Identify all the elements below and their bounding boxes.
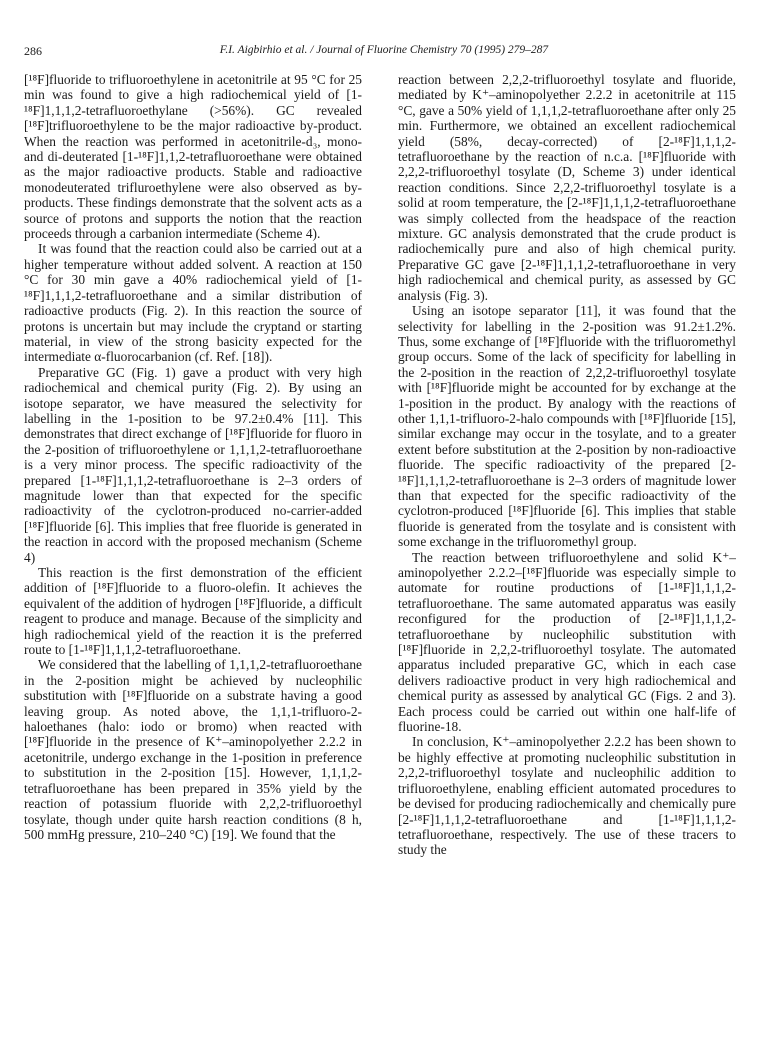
page-number: 286 — [24, 44, 42, 58]
paragraph: reaction between 2,2,2-trifluoroethyl tosylate and fluoride, mediated by K⁺–aminopolyether 2.2.2 in acetonitrile at 115 °C, gave a 50% yield of 1,1,1,2-tetrafluoroethane after only 25 min. Furthermore, we obtained an excellent radiochemical yield (58%, decay-corrected) of [2-¹⁸F]1,1,1,2-tetrafluoroethane by the reaction of n.c.a. [¹⁸F]fluoride with 2,2,2-trifluoroethyl tosylate (D, Scheme 3) under identical reaction conditions. Since 2,2,2-trifluoroethyl tosylate is a solid at room temperature, the [2-¹⁸F]1,1,1,2-tetrafluoroethane was simply collected from the headspace of the reaction mixture. GC analysis demonstrated that the crude product is radiochemically pure and also of high chemical purity. Preparative GC gave [2-¹⁸F]1,1,1,2-tetrafluoroethane in very high radiochemical and chemical purity, as assessed by GC analysis (Fig. 3). — [398, 72, 736, 303]
left-column — [24, 72, 362, 1032]
page-header — [24, 44, 744, 60]
paragraph: [¹⁸F]fluoride to trifluoroethylene in acetonitrile at 95 °C for 25 min was found to give a high radiochemical yield of [1-¹⁸F]1,1,1,2-tetrafluoroethylane (>56%). GC revealed [¹⁸F]trifluoroethylene to be the major radioactive by-product. When the reaction was performed in acetonitrile-d₃, mono- and di-deuterated [1-¹⁸F]1,1,2-tetrafluoroethane were obtained as the major radioactive products. Stable and radioactive monodeuterated trifluroethylene were also observed as by-products. These findings demonstrate that the solvent acts as a source of protons and supports the notion that the reaction proceeds through a carbanion intermediate (Scheme 4). — [24, 72, 362, 242]
paragraph: We considered that the labelling of 1,1,1,2-tetrafluoroethane in the 2-position might be achieved by nucleophilic substitution with [¹⁸F]fluoride on a substrate having a good leaving group. As noted above, the 1,1,1-trifluoro-2-haloethanes (halo: iodo or bromo) when reacted with [¹⁸F]fluoride in the presence of K⁺–aminopolyether 2.2.2 in acetonitrile, undergo exchange in the 1-position in preference to substitution in the 2-position [15]. However, 1,1,1,2-tetrafluoroethane has been prepared in 35% yield by the reaction of potassium fluoride with 2,2,2-trifluoroethyl tosylate, though under quite harsh reaction conditions (8 h, 500 mmHg pressure, 210–240 °C) [19]. We found that the — [24, 657, 362, 842]
paragraph: It was found that the reaction could also be carried out at a higher temperature without added solvent. A reaction at 150 °C for 30 min gave a 40% radiochemical yield of [1-¹⁸F]1,1,1,2-tetrafluoroethane and a similar distribution of radioactive products (Fig. 2). In this reaction the source of protons is uncertain but may include the cryptand or starting material, in view of the strong basicity expected for the intermediate α-fluorocarbanion (cf. Ref. [18]). — [24, 241, 362, 365]
paragraph: Preparative GC (Fig. 1) gave a product with very high radiochemical and chemical purity (Fig. 2). By using an isotope separator, we have measured the selectivity for labelling in the 1-position to be 97.2±0.4% [11]. This demonstrates that direct exchange of [¹⁸F]fluoride for fluoro in the 2-position of trifluoroethylene or 1,1,1,2-tetrafluoroethane is a very minor process. The specific radioactivity of the prepared [1-¹⁸F]1,1,1,2-tetrafluoroethane is 2–3 orders of magnitude lower than that expected for the specific radioactivity of the cyclotron-produced no-carrier-added [¹⁸F]fluoride [6]. This implies that free fluoride is generated in the reaction in accord with the proposed mechanism (Scheme 4) — [24, 364, 362, 565]
running-head: F.I. Aigbirhio et al. / Journal of Fluorine Chemistry 70 (1995) 279–287 — [219, 44, 549, 56]
paragraph: Using an isotope separator [11], it was found that the selectivity for labelling in the 2-position was 91.2±1.2%. Thus, some exchange of [¹⁸F]fluoride with the trifluoromethyl group occurs. Some of the lack of specificity for labelling in the 2-position in the reaction of 2,2,2-trifluoroethyl tosylate with [¹⁸F]fluoride might be accounted for by exchange at the 1-position in the product. By analogy with the reactions of other 1,1,1-trifluoro-2-halo compounds with [¹⁸F]fluoride [15], similar exchange may occur in the tosylate, and to a greater extent before substitution at the 2-position by non-radioactive fluoride. The specific radioactivity of the prepared [2-¹⁸F]1,1,1,2-tetrafluoroethane is 2–3 orders of magnitude lower than that expected for the specific radioactivity of the cyclotron-produced [¹⁸F]fluoride [6]. This implies that stable fluoride is generated from the tosylate and is consistent with some exchange in the trifluoromethyl group. — [398, 303, 736, 550]
paragraph: In conclusion, K⁺–aminopolyether 2.2.2 has been shown to be highly effective at promoting nucleophilic substitution in 2,2,2-trifluoroethyl tosylate and nucleophilic addition to trifluoroethylene, enabling efficient automated procedures to be devised for producing radiochemically and chemically pure [2-¹⁸F]1,1,1,2-tetrafluoroethane and [1-¹⁸F]1,1,1,2-tetrafluoroethane, respectively. The use of these tracers to study the — [398, 734, 736, 858]
right-column — [398, 72, 736, 1032]
paragraph: This reaction is the first demonstration of the efficient addition of [¹⁸F]fluoride to a fluoro-olefin. It achieves the equivalent of the addition of hydrogen [¹⁸F]fluoride, a difficult reagent to produce and manage. Because of the simplicity and high radiochemical yield of the reaction it is the preferred route to [1-¹⁸F]1,1,1,2-tetrafluoroethane. — [24, 565, 362, 658]
paragraph: The reaction between trifluoroethylene and solid K⁺–aminopolyether 2.2.2–[¹⁸F]fluoride was especially simple to automate for routine productions of [1-¹⁸F]1,1,1,2-tetrafluoroethane. The same automated apparatus was easily reconfigured for the production of [2-¹⁸F]1,1,1,2-tetrafluoroethane by nucleophilic substitution with [¹⁸F]fluoride in 2,2,2-trifluoroethyl tosylate. The automated apparatus included preparative GC, which in each case delivers radioactive product in very high radiochemical and chemical purity as assessed by analytical GC (Figs. 2 and 3). Each process could be carried out within one half-life of fluorine-18. — [398, 549, 736, 735]
